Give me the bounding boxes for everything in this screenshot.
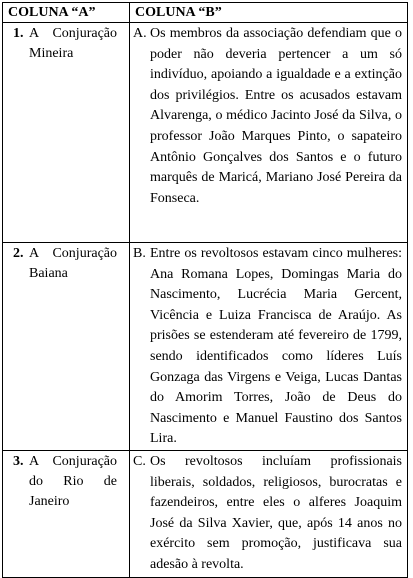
- column-b-header: [130, 3, 408, 23]
- column-a-header-label: COLUNA “A”: [8, 5, 96, 20]
- item-number: 1.: [13, 26, 24, 41]
- column-b-cell: [130, 23, 408, 243]
- table-row: [3, 450, 408, 577]
- option-letter: A.: [133, 26, 147, 41]
- option-text: Os membros da associação defendiam que o poder não deveria pertencer a um só indivíduo, apoiando a igualdade e a extinção dos privilégios. Entre os acusados estavam Alvarenga, o médico Jacinto José da Silva, o professor João Marques Pinto, o sapateiro Antônio Gonçalves dos Santos e o futuro marquês de Maricá, Mariano José Pereira da Fonseca.: [150, 26, 402, 206]
- table-row: [3, 243, 408, 451]
- column-b-cell: [130, 243, 408, 451]
- item-number: 3.: [13, 453, 24, 469]
- option-letter: B.: [133, 246, 146, 261]
- column-a-cell: [3, 450, 130, 577]
- column-a-header: [3, 3, 130, 23]
- column-a-cell: [3, 243, 130, 451]
- item-title: A Conjuração do Rio de Janeiro: [29, 453, 117, 509]
- option-letter: C.: [133, 453, 146, 469]
- matching-table: [2, 2, 408, 578]
- option-text: Os revoltosos incluíam profissionais liberais, soldados, religiosos, burocratas e fazendeiros, entre eles o alferes Joaquim José da Silva Xavier, que, após 14 anos no exército sem promoção, justificava sua adesão à revolta.: [150, 453, 402, 572]
- column-b-cell: [130, 450, 408, 577]
- column-a-cell: [3, 23, 130, 243]
- option-text: Entre os revoltosos estavam cinco mulheres: Ana Romana Lopes, Domingas Maria do Nascimento, Lucrécia Maria Gercent, Vicência e Luiza Francisca de Araújo. As prisões se estenderam até fevereiro de 1799, sendo identificados como líderes Luís Gonzaga das Virgens e Veiga, Lucas Dantas do Amorim Torres, João de Deus do Nascimento e Manuel Faustino dos Santos Lira.: [150, 246, 402, 447]
- column-b-header-label: COLUNA “B”: [135, 5, 222, 20]
- item-number: 2.: [13, 246, 24, 261]
- item-title: A Conjuração Baiana: [29, 246, 117, 281]
- header-row: [3, 3, 408, 23]
- table-row: [3, 23, 408, 243]
- item-title: A Conjuração Mineira: [29, 26, 117, 61]
